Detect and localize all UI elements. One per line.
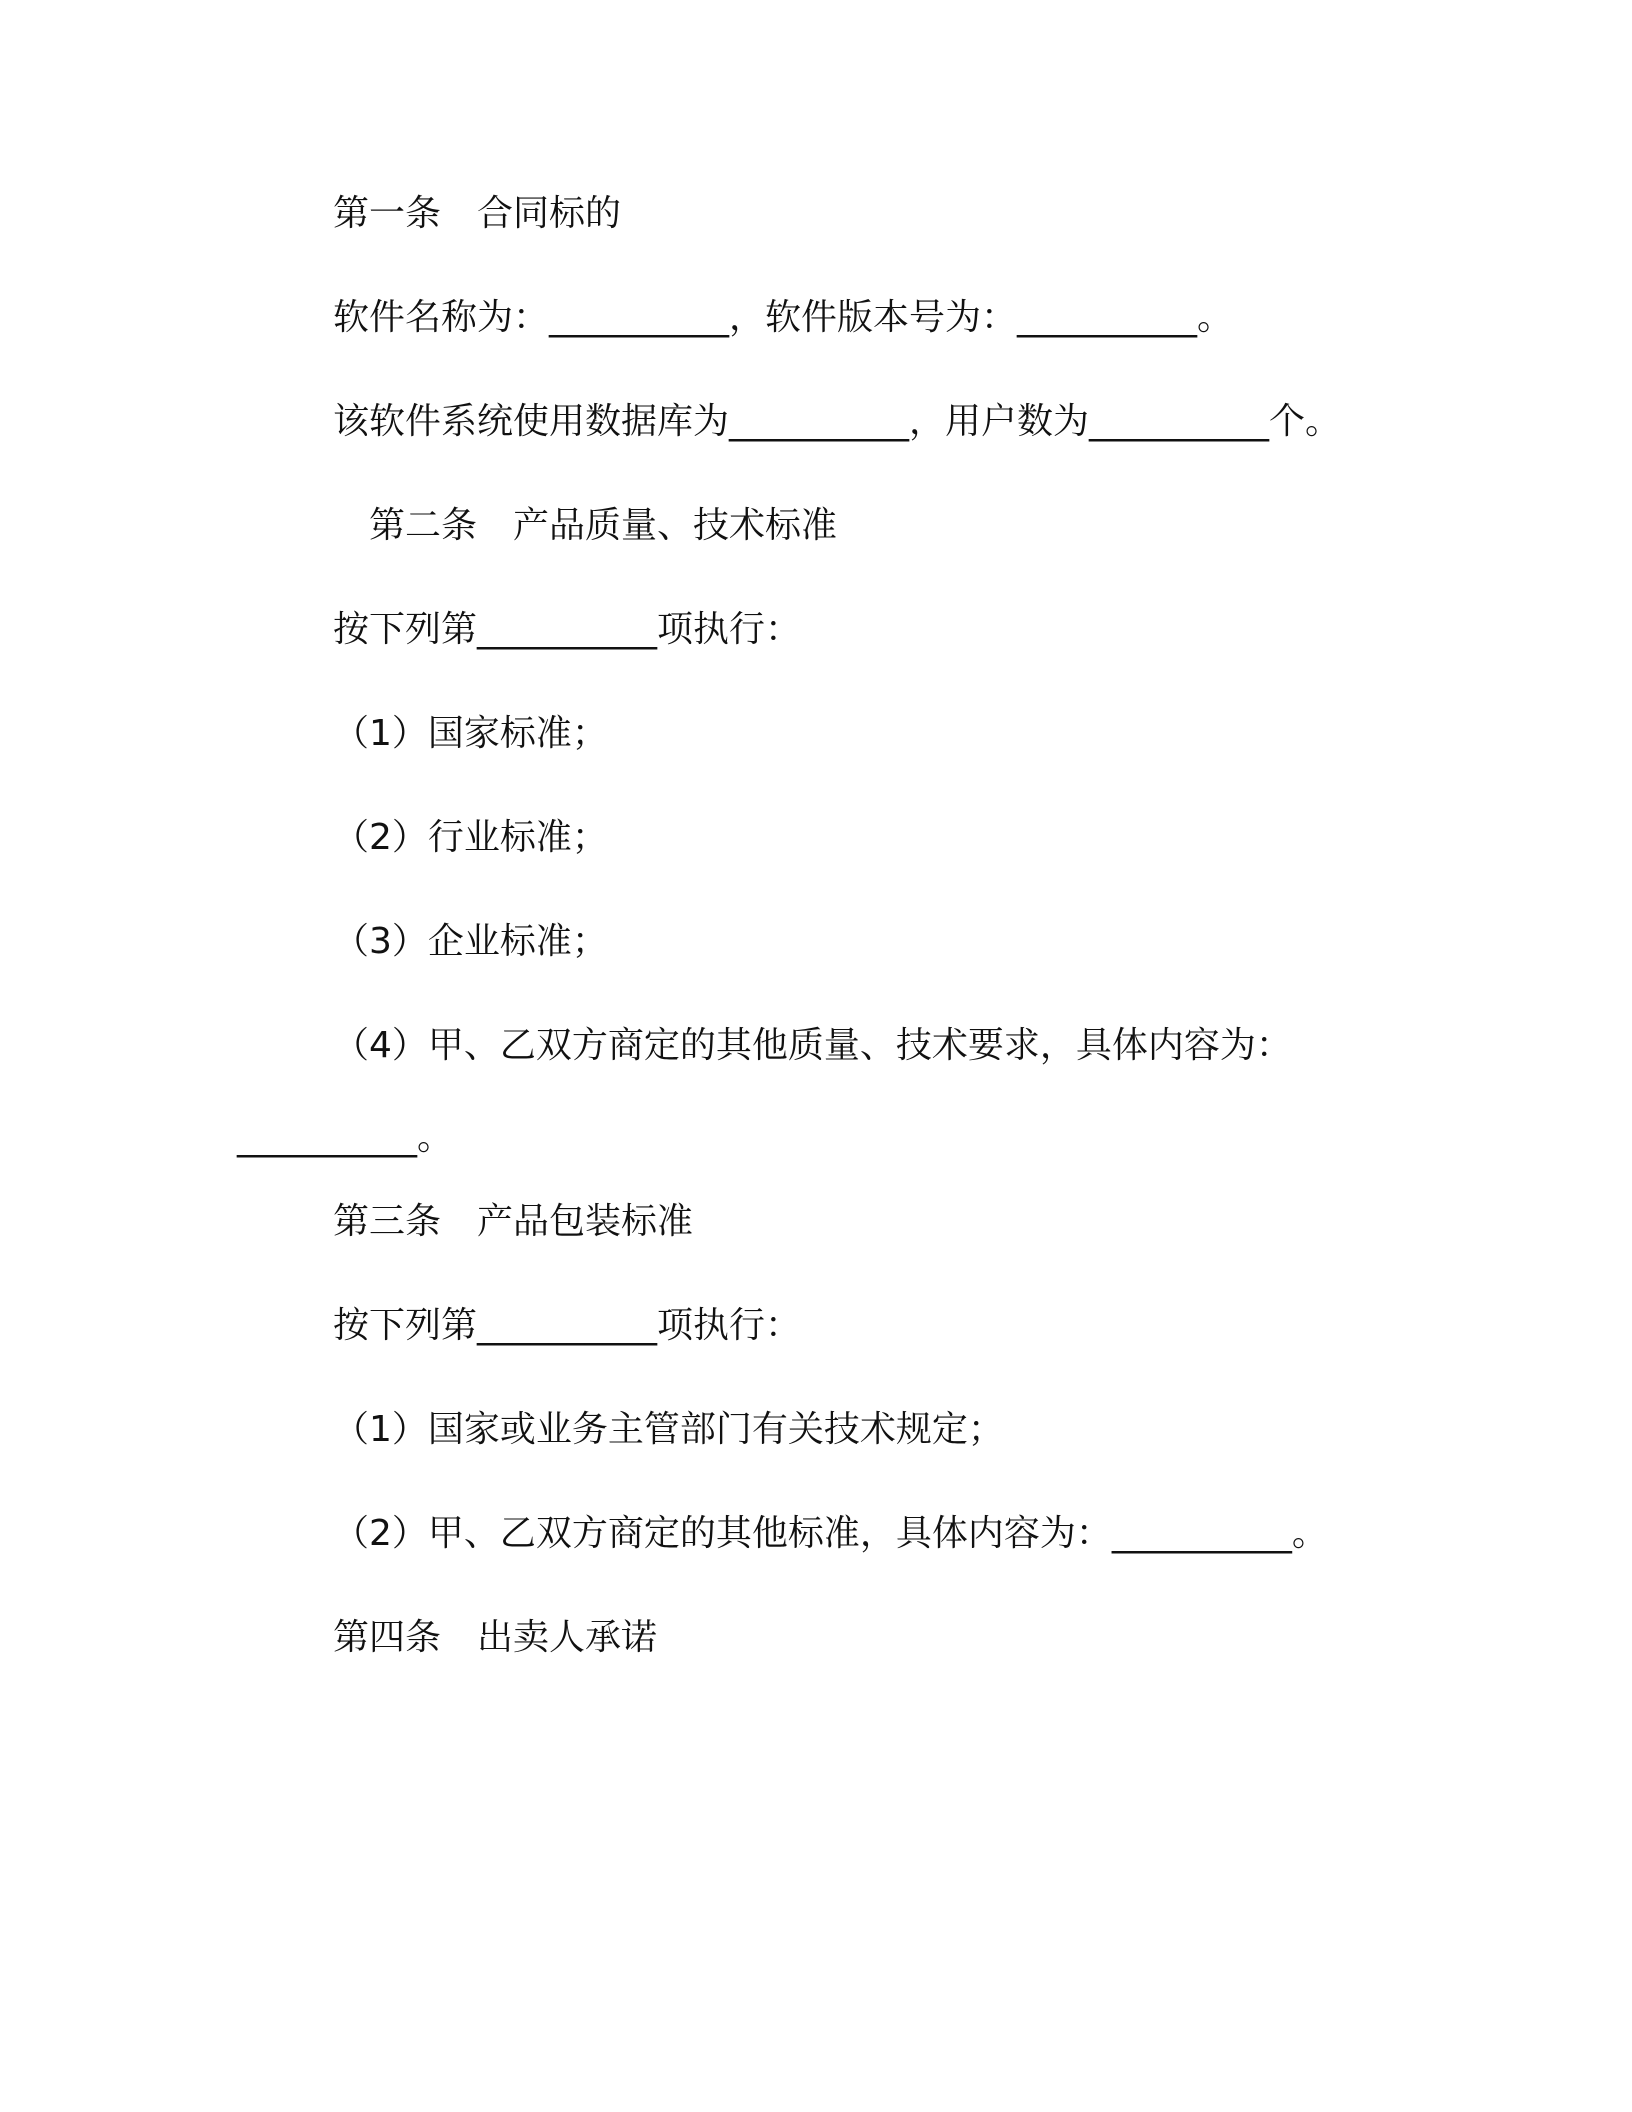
article-2-option-2: （2）行业标准； (333, 817, 608, 858)
article-2-instruction: 按下列第__________项执行： (333, 609, 802, 650)
article-2-option-4-blank: __________。 (237, 1117, 454, 1158)
article-2-heading: 第二条 产品质量、技术标准 (369, 505, 838, 546)
article-3-option-2: （2）甲、乙双方商定的其他标准，具体内容为：__________。 (333, 1513, 1328, 1554)
software-name-version-line: 软件名称为：__________，软件版本号为：__________。 (333, 297, 1234, 338)
article-3-instruction: 按下列第__________项执行： (333, 1305, 802, 1346)
article-2-option-1: （1）国家标准； (333, 713, 608, 754)
article-3-option-1: （1）国家或业务主管部门有关技术规定； (333, 1409, 1004, 1450)
article-1-heading: 第一条 合同标的 (333, 193, 622, 234)
database-users-line: 该软件系统使用数据库为__________，用户数为__________个。 (333, 401, 1342, 442)
article-2-option-4: （4）甲、乙双方商定的其他质量、技术要求，具体内容为： (333, 1025, 1292, 1066)
article-2-option-3: （3）企业标准； (333, 921, 608, 962)
article-3-heading: 第三条 产品包装标准 (333, 1201, 694, 1242)
article-4-heading: 第四条 出卖人承诺 (333, 1617, 658, 1658)
